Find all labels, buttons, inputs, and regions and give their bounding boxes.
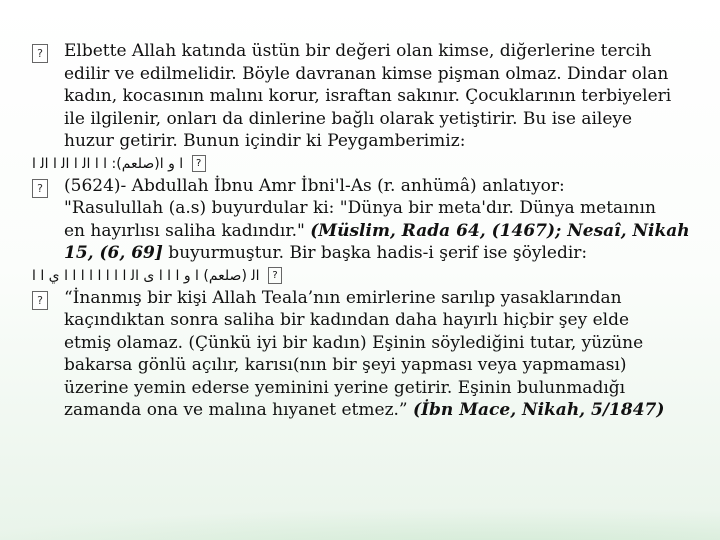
- text-span: en hayırlısı saliha kadındır.": [64, 220, 311, 241]
- text-line: huzur getirir. Bunun içindir ki Peygamberimiz:: [64, 131, 466, 151]
- text-line: “İnanmış bir kişi Allah Teala’nın emirlerine sarılıp yasaklarından: [64, 287, 622, 308]
- bullet-icon: ?: [192, 155, 206, 172]
- text-line: kadın, kocasının malını korur, israftan sakınır. Çocuklarının terbiyeleri: [64, 86, 672, 106]
- text-line: [64, 399, 692, 422]
- arabic-line-1: [32, 153, 692, 175]
- text-span: buyurmuştur. Bir başka hadis-i şerif ise şöyledir:: [162, 243, 588, 263]
- paragraph-1: [32, 40, 692, 153]
- text-line: (5624)- Abdullah İbnu Amr İbni'l-As (r. anhümâ) anlatıyor:: [64, 175, 565, 196]
- bullet-icon: ?: [32, 179, 48, 198]
- bullet-icon: ?: [268, 267, 282, 284]
- text-line: kaçındıktan sonra saliha bir kadından daha hayırlı hiçbir şey elde: [64, 310, 630, 330]
- text-line: edilir ve edilmelidir. Böyle davranan kimse pişman olmaz. Dindar olan: [64, 63, 669, 84]
- citation: (Müslim, Rada 64, (1467); Nesaî, Nikah: [310, 220, 690, 241]
- slide-content: [32, 40, 692, 422]
- decorative-wave: [0, 450, 720, 540]
- citation: 15, (6, 69]: [64, 243, 163, 263]
- text-line: bakarsa gönlü açılır, karısı(nın bir şeyi yapması veya yapmaması): [64, 355, 627, 375]
- text-line: etmiş olamaz. (Çünkü iyi bir kadın) Eşinin söylediğini tutar, yüzüne: [64, 332, 644, 353]
- text-line: [64, 242, 692, 265]
- arabic-text: ا و ا(صلعم): ﺍ ﺍ ﺍﻟ ﺍ ﺍﻟ ﺍ ﺍﻟ ﺍ: [32, 155, 184, 172]
- text-line: [64, 220, 692, 243]
- text-line: Elbette Allah katında üstün bir değeri olan kimse, diğerlerine tercih: [64, 41, 652, 61]
- bullet-icon: ?: [32, 44, 48, 63]
- text-line: "Rasulullah (a.s) buyurdular ki: "Dünya bir meta'dır. Dünya metaının: [64, 198, 656, 218]
- text-line: ile ilgilenir, onları da dinlerine bağlı olarak yetiştirir. Bu ise aileye: [64, 108, 633, 129]
- bullet-icon: ?: [32, 291, 48, 310]
- arabic-line-2: [32, 265, 692, 287]
- arabic-text: ﺍﻟ (صلعم) ا و ا ا ا ى ﺍﻟ ا ا ا ا ا ا ا ا ي ا ا: [32, 267, 260, 284]
- paragraph-2: [32, 175, 692, 265]
- text-span: zamanda ona ve malına hıyanet etmez.”: [64, 400, 414, 420]
- paragraph-3: [32, 287, 692, 422]
- text-line: üzerine yemin ederse yeminini yerine getirir. Eşinin bulunmadığı: [64, 377, 626, 398]
- citation: (İbn Mace, Nikah, 5/1847): [413, 400, 665, 420]
